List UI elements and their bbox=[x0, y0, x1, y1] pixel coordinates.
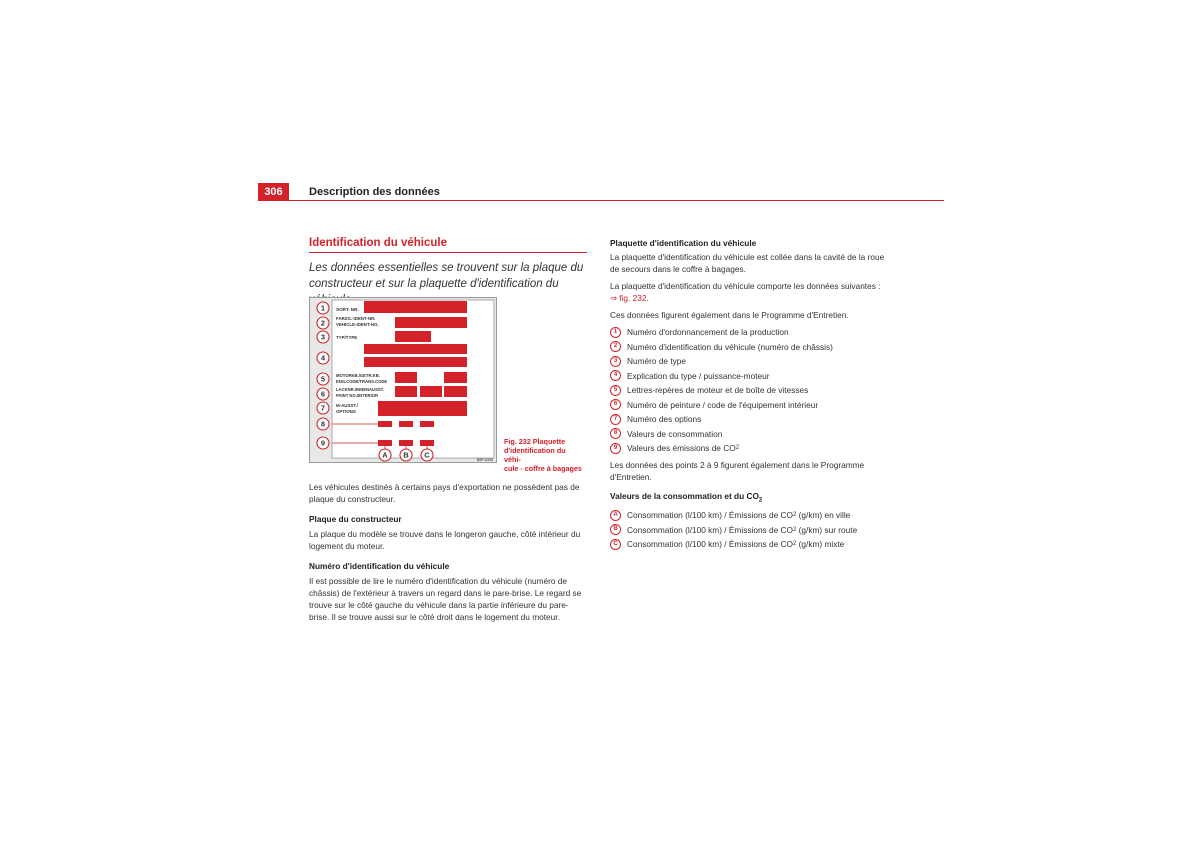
field-7 bbox=[378, 401, 467, 416]
values-list bbox=[610, 508, 890, 552]
figure-caption bbox=[504, 437, 584, 473]
list-item bbox=[610, 383, 890, 398]
plaquette-para1: La plaquette d'identification du véhicule est collée dans la cavité de la roue de secours dans le coffre à bagages. bbox=[610, 252, 885, 274]
callout-2 bbox=[317, 317, 329, 329]
field-5b bbox=[444, 372, 467, 383]
values-heading: Valeurs de la consommation et du $CO_2$ bbox=[610, 490, 763, 504]
label-lacknr: LACKNR./INNENAUSST. bbox=[336, 387, 384, 392]
item-number-badge: 4 bbox=[610, 370, 621, 381]
item-number-badge: 1 bbox=[610, 327, 621, 338]
svg-text:7: 7 bbox=[320, 403, 326, 413]
identification-plate-figure bbox=[309, 297, 497, 463]
plaquette-heading: Plaquette d'identification du véhicule bbox=[610, 238, 757, 248]
item-text: Lettres-repères de moteur et de boîte de vitesses bbox=[627, 385, 809, 396]
svg-text:6: 6 bbox=[320, 389, 326, 399]
callout-A bbox=[379, 449, 391, 461]
field-6c bbox=[444, 386, 467, 397]
section-title: Description des données bbox=[309, 186, 440, 198]
field-9b bbox=[399, 440, 413, 446]
identification-heading: Identification du véhicule bbox=[309, 237, 448, 249]
value-letter-badge: B bbox=[610, 524, 621, 535]
item-text: Explication du type / puissance-moteur bbox=[627, 370, 770, 381]
fig-232-link[interactable]: ⇒ fig. 232 bbox=[610, 293, 647, 303]
export-note: Les véhicules destinés à certains pays d'exportation ne possèdent pas de plaque du constructeur. bbox=[309, 482, 580, 504]
right-column bbox=[610, 237, 890, 552]
field-6b bbox=[420, 386, 442, 397]
caption-line: Fig. 232 Plaquette bbox=[504, 437, 566, 446]
item-text: Numéro de type bbox=[627, 356, 687, 367]
vin-heading: Numéro d'identification du véhicule bbox=[309, 561, 450, 571]
field-6a bbox=[395, 386, 417, 397]
item-number-badge: 9 bbox=[610, 443, 621, 454]
callout-6 bbox=[317, 388, 329, 400]
label-motorkb: MOTORKB./GETR.KB. bbox=[336, 373, 380, 378]
label-m-ausst: M-AUSST./ bbox=[336, 403, 358, 408]
callout-3 bbox=[317, 331, 329, 343]
field-8b bbox=[399, 421, 413, 427]
callout-C bbox=[421, 449, 433, 461]
item-number-badge: 8 bbox=[610, 428, 621, 439]
list-item bbox=[610, 427, 890, 442]
label-options: OPTIONS bbox=[336, 409, 356, 414]
callout-B bbox=[400, 449, 412, 461]
list-item bbox=[610, 340, 890, 355]
svg-text:8: 8 bbox=[320, 419, 326, 429]
svg-text:5: 5 bbox=[320, 374, 326, 384]
list-item bbox=[610, 412, 890, 427]
field-4b bbox=[364, 357, 467, 367]
plaque-text: La plaque du modèle se trouve dans le longeron gauche, côté intérieur du logement du moteur. bbox=[309, 529, 581, 551]
svg-text:C: C bbox=[424, 450, 430, 460]
svg-text:B: B bbox=[403, 450, 409, 460]
figure-code: B5P-0335 bbox=[476, 458, 493, 462]
list-item: C Consommation (l/100 km) / Émissions de CO 2 (g/km) mixte bbox=[610, 537, 890, 552]
callout-1 bbox=[317, 302, 329, 314]
item-text: Numéro d'ordonnancement de la production bbox=[627, 327, 789, 338]
left-lower bbox=[309, 481, 587, 623]
field-9c bbox=[420, 440, 434, 446]
field-3 bbox=[395, 331, 431, 342]
list-item bbox=[610, 325, 890, 340]
plate-diagram bbox=[310, 298, 498, 464]
field-5a bbox=[395, 372, 417, 383]
field-8c bbox=[420, 421, 434, 427]
field-1 bbox=[364, 301, 467, 313]
list-item bbox=[610, 398, 890, 413]
svg-text:4: 4 bbox=[320, 353, 326, 363]
callout-9 bbox=[317, 437, 329, 449]
item-text: Numéro de peinture / code de l'équipement intérieur bbox=[627, 399, 819, 410]
header-rule bbox=[289, 200, 944, 201]
callout-7 bbox=[317, 402, 329, 414]
intro-text: Les données essentielles se trouvent sur la plaque du constructeur et sur la plaquette d'identification du bbox=[309, 262, 584, 290]
item-number-badge: 2 bbox=[610, 341, 621, 352]
caption-line: cule - coffre à bagages bbox=[504, 464, 582, 473]
item-number-badge: 5 bbox=[610, 385, 621, 396]
plaquette-para2: La plaquette d'identification du véhicule comporte les données suivantes : ⇒ fig. 232. bbox=[610, 281, 881, 303]
label-vehicle-ident: VEHICLE-IDENT-NO. bbox=[336, 322, 379, 327]
value-letter-badge: A bbox=[610, 510, 621, 521]
caption-line: d'identification du véhi- bbox=[504, 446, 566, 464]
value-letter-badge: C bbox=[610, 539, 621, 550]
list-item bbox=[610, 354, 890, 369]
svg-text:1: 1 bbox=[320, 303, 326, 313]
plaque-heading: Plaque du constructeur bbox=[309, 514, 402, 524]
callout-5 bbox=[317, 373, 329, 385]
label-eng-code: ENG.CODE/TRANS.CODE bbox=[336, 379, 388, 384]
item-text: Numéro des options bbox=[627, 414, 702, 425]
page-number: 306 bbox=[258, 183, 289, 201]
label-paint-no: PAINT NO./INTERIOR bbox=[336, 393, 379, 398]
list-item: A Consommation (l/100 km) / Émissions de CO 2 (g/km) en ville bbox=[610, 508, 890, 523]
item-number-badge: 7 bbox=[610, 414, 621, 425]
field-8a bbox=[378, 421, 392, 427]
label-typ: TYP/TYPE bbox=[336, 335, 358, 340]
label-sort-nr: SORT. NR. bbox=[336, 307, 359, 312]
vin-text: Il est possible de lire le numéro d'identification du véhicule (numéro de châssis) de l'extérieur à travers un regard dans le pare-brise. Le regard se trouve sur le côté gauche du véhicule dans la partie inférieure du pare-brise. Il se trouve aussi sur le côté droit dans le logement du moteur. bbox=[309, 576, 582, 622]
svg-text:3: 3 bbox=[320, 332, 326, 342]
item-text: Numéro d'identification du véhicule (numéro de châssis) bbox=[627, 341, 833, 352]
callout-4 bbox=[317, 352, 329, 364]
plaquette-para4: Les données des points 2 à 9 figurent également dans le Programme d'Entretien. bbox=[610, 459, 865, 482]
item-text: Valeurs de consommation bbox=[627, 428, 723, 439]
field-2 bbox=[395, 317, 467, 328]
label-fz-ident: FARZG.-IDENT-NR. bbox=[336, 316, 376, 321]
callout-8 bbox=[317, 418, 329, 430]
item-subscript: 2 bbox=[735, 445, 740, 452]
field-4a bbox=[364, 344, 467, 354]
svg-text:2: 2 bbox=[320, 318, 326, 328]
item-number-badge: 6 bbox=[610, 399, 621, 410]
plaquette-para3: Ces données figurent également dans le Programme d'Entretien. bbox=[610, 310, 849, 320]
item-text: Valeurs des émissions de CO bbox=[627, 443, 736, 454]
list-item bbox=[610, 369, 890, 384]
data-items-list bbox=[610, 325, 890, 456]
field-9a bbox=[378, 440, 392, 446]
item-number-badge: 3 bbox=[610, 356, 621, 367]
svg-text:A: A bbox=[382, 450, 388, 460]
list-item: B Consommation (l/100 km) / Émissions de CO 2 (g/km) sur route bbox=[610, 523, 890, 538]
heading-rule bbox=[309, 252, 587, 253]
list-item bbox=[610, 441, 890, 456]
svg-text:9: 9 bbox=[320, 438, 326, 448]
